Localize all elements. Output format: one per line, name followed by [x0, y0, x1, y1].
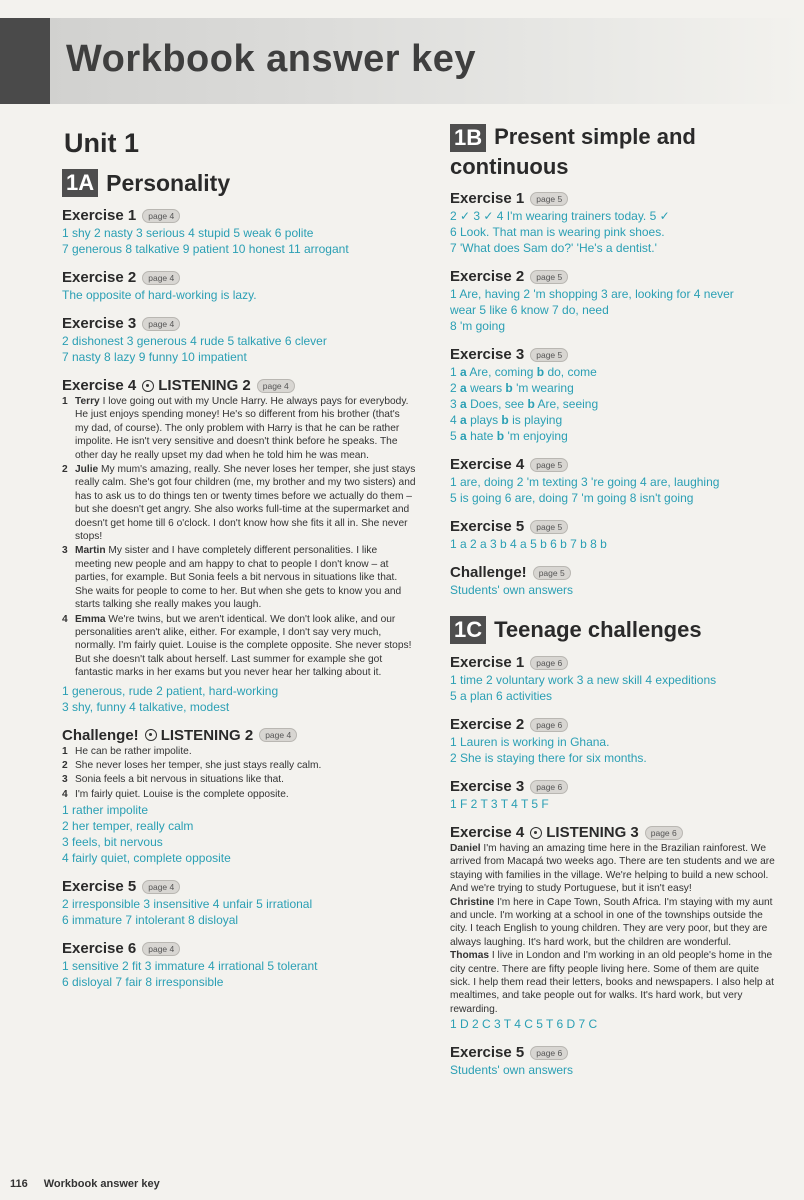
- exercise-title: Exercise 5: [450, 1044, 525, 1062]
- exercise-title: Exercise 1: [450, 654, 525, 671]
- transcript-paragraph: Daniel I'm having an amazing time here in the Brazilian rainforest. We arrived from Macapá two weeks ago. There are ten students and we are staying with families in the village. We're helping to build a new school. And we're trying to study Portuguese, but it isn't easy!: [450, 843, 775, 895]
- answer-line: 8 'm going: [450, 319, 505, 333]
- exercise-1a-6: [62, 940, 416, 990]
- page-badge: page 6: [530, 780, 568, 794]
- section-1a: [62, 169, 416, 197]
- exercise-1b-2: [450, 268, 782, 334]
- transcript-paragraph: Thomas I live in London and I'm working in an old people's home in the city centre. There are fifty people living here. Some of them are quite sick. I help them read their letters, books and newspapers. I also help at mealtimes, and take people out for walks. It's hard work, but very rewarding.: [450, 950, 774, 1015]
- answer-line: 6 disloyal 7 fair 8 irresponsible: [62, 975, 224, 990]
- exercise-title: Exercise 2: [450, 268, 525, 285]
- answer-line: 1 D 2 C 3 T 4 C 5 T 6 D 7 C: [450, 1017, 598, 1032]
- answer-line: The opposite of hard-working is lazy.: [62, 288, 257, 302]
- listening-label: LISTENING 2: [160, 726, 254, 744]
- answer-line: 7 'What does Sam do?' 'He's a dentist.': [450, 241, 657, 255]
- page-badge: page 6: [530, 656, 568, 670]
- exercise-title: Exercise 2: [62, 269, 137, 286]
- answer-row: 2 a wears b 'm wearing: [450, 381, 574, 395]
- page-badge: page 5: [530, 270, 568, 284]
- cd-icon: [145, 729, 157, 741]
- exercise-title: Exercise 4: [62, 377, 137, 394]
- exercise-title: Exercise 1: [450, 190, 525, 207]
- cd-icon: [142, 380, 154, 392]
- page-badge: page 4: [142, 942, 180, 956]
- answer-line: 1 sensitive 2 fit 3 immature 4 irrational 5 tolerant: [62, 959, 318, 974]
- answer-line: 1 time 2 voluntary work 3 a new skill 4 expeditions: [450, 673, 717, 687]
- answer-line: 5 is going 6 are, doing 7 'm going 8 isn't going: [450, 491, 694, 505]
- quote-item: 4 I'm fairly quiet. Louise is the complete opposite.: [62, 788, 289, 800]
- exercise-title: Exercise 1: [62, 207, 137, 224]
- answer-line: Students' own answers: [450, 583, 574, 597]
- exercise-1a-4: [62, 377, 416, 715]
- exercise-1b-4: [450, 456, 782, 506]
- answer-line: 1 shy 2 nasty 3 serious 4 stupid 5 weak 6 polite: [62, 226, 314, 240]
- answer-line: 2 She is staying there for six months.: [450, 751, 647, 765]
- exercise-title: Exercise 3: [62, 315, 137, 332]
- section-tag: 1B: [450, 124, 486, 152]
- exercise-1a-5: [62, 878, 416, 928]
- answer-line: wear 5 like 6 know 7 do, need: [450, 303, 609, 317]
- page-badge: page 4: [259, 728, 297, 742]
- exercise-1b-3: [450, 346, 782, 444]
- quote-item: 1 He can be rather impolite.: [62, 745, 192, 757]
- page-footer: [10, 1178, 176, 1190]
- answer-row: 3 a Does, see b Are, seeing: [450, 397, 599, 411]
- unit-title: Unit 1: [64, 128, 140, 158]
- page-badge: page 4: [142, 271, 180, 285]
- answer-line: 2 irresponsible 3 insensitive 4 unfair 5 irrational: [62, 897, 313, 912]
- header-block: [0, 18, 50, 104]
- exercise-title: Exercise 6: [62, 940, 137, 958]
- exercise-title: Challenge!: [450, 564, 527, 581]
- quote-item: 2 She never loses her temper, she just stays really calm.: [62, 759, 322, 771]
- page-badge: page 6: [645, 826, 683, 840]
- quote-item: 3 Sonia feels a bit nervous in situations like that.: [62, 774, 284, 786]
- page-badge: page 6: [530, 718, 568, 732]
- page-badge: page 6: [530, 1046, 568, 1060]
- transcript-paragraph: 3 Martin My sister and I have completely different personalities. I like meeting new people and am happy to chat to people I don't know – at parties, for example. But Sonia feels a bit nervous in situations like that. She waits for people to come to her. But when she gets to know you and starts talking she really makes you laugh.: [62, 545, 402, 611]
- answer-row: 1 a Are, coming b do, come: [450, 365, 597, 379]
- answer-line: Students' own answers: [450, 1063, 574, 1078]
- answer-item: 3 feels, bit nervous: [62, 835, 163, 850]
- exercise-1b-5: [450, 518, 782, 552]
- answer-line: 2 ✓ 3 ✓ 4 I'm wearing trainers today. 5 ✓: [450, 209, 670, 223]
- cd-icon: [530, 827, 542, 839]
- page-badge: page 5: [530, 520, 568, 534]
- challenge-1a: [62, 727, 416, 867]
- page-number: 116: [10, 1178, 28, 1190]
- section-tag: 1C: [450, 616, 486, 644]
- answer-line: 1 are, doing 2 'm texting 3 're going 4 are, laughing: [450, 475, 720, 489]
- exercise-title: Challenge!: [62, 726, 139, 744]
- transcript: [450, 842, 782, 1016]
- exercise-title: Exercise 3: [450, 346, 525, 363]
- exercise-title: Exercise 4: [450, 456, 525, 473]
- right-column: [442, 120, 782, 1090]
- page-badge: page 5: [530, 458, 568, 472]
- answer-line: 1 Lauren is working in Ghana.: [450, 735, 610, 749]
- exercise-title: Exercise 5: [62, 878, 137, 896]
- section-tag: 1A: [62, 169, 98, 197]
- page-badge: page 5: [533, 566, 571, 580]
- answer-line: 7 generous 8 talkative 9 patient 10 honest 11 arrogant: [62, 242, 349, 256]
- listening-label: LISTENING 2: [158, 377, 251, 394]
- exercise-1c-1: [450, 654, 782, 704]
- section-1b: [450, 124, 782, 152]
- exercise-1c-5: [450, 1044, 782, 1078]
- answer-line: 6 immature 7 intolerant 8 disloyal: [62, 913, 239, 928]
- section-1c: [450, 616, 782, 644]
- exercise-1a-2: [62, 269, 416, 303]
- exercise-1b-1: [450, 190, 782, 256]
- answer-line: 1 generous, rude 2 patient, hard-working: [62, 683, 279, 698]
- page-badge: page 4: [142, 209, 180, 223]
- answer-line: 7 nasty 8 lazy 9 funny 10 impatient: [62, 350, 247, 364]
- transcript-paragraph: Christine I'm here in Cape Town, South Africa. I'm staying with my aunt and uncle. I'm working at a school in one of the townships outside the city. I teach English to young children. They are very poor, but they are always laughing. It's hard work, but the children are wonderful.: [450, 896, 773, 948]
- exercise-title: Exercise 5: [450, 518, 525, 535]
- answer-item: 1 rather impolite: [62, 803, 149, 818]
- page-badge: page 4: [142, 880, 180, 894]
- answer-line: 1 a 2 a 3 b 4 a 5 b 6 b 7 b 8 b: [450, 537, 607, 551]
- answer-line: 6 Look. That man is wearing pink shoes.: [450, 225, 665, 239]
- answer-line: 1 Are, having 2 'm shopping 3 are, looking for 4 never: [450, 287, 734, 301]
- exercise-1a-3: [62, 315, 416, 365]
- transcript-paragraph: 1 Terry I love going out with my Uncle Harry. He always pays for everybody. He just enjoys spending money! He's so different from his brother (that's my dad, of course). The only problem with Harry is that he can be rather impolite. He isn't very sensitive and doesn't think before he speaks. The other day he really upset my dad when he told him he was mean.: [62, 396, 409, 461]
- page-badge: page 4: [142, 317, 180, 331]
- answer-item: 2 her temper, really calm: [62, 819, 194, 834]
- left-column: [54, 120, 416, 1002]
- transcript-paragraph: 2 Julie My mum's amazing, really. She never loses her temper, she just stays really calm. She's got four children (me, my brother and my two sisters) and has to ask us to do things ten or twenty times before we actually do them – but she doesn't get angry. She also works full-time at the supermarket and doesn't get home till 6 o'clock. I don't know how she fits it all in. She never stops!: [62, 464, 416, 543]
- exercise-1c-2: [450, 716, 782, 766]
- answer-line: 2 dishonest 3 generous 4 rude 5 talkative 6 clever: [62, 334, 327, 348]
- section-title-line-2: continuous: [450, 154, 569, 179]
- answer-line: 1 F 2 T 3 T 4 T 5 F: [450, 797, 549, 811]
- header-banner: [0, 18, 804, 104]
- section-title: Present simple and: [494, 124, 696, 149]
- section-title: Teenage challenges: [494, 617, 702, 642]
- page-title: Workbook answer key: [66, 38, 477, 80]
- exercise-title: Exercise 3: [450, 778, 525, 795]
- answer-row: 5 a hate b 'm enjoying: [450, 429, 568, 443]
- page-badge: page 5: [530, 192, 568, 206]
- footer-label: Workbook answer key: [43, 1178, 160, 1190]
- transcript: [62, 395, 416, 680]
- page-badge: page 4: [257, 379, 295, 393]
- exercise-title: Exercise 2: [450, 716, 525, 733]
- answer-line: 3 shy, funny 4 talkative, modest: [62, 699, 230, 714]
- section-title: Personality: [106, 170, 231, 196]
- challenge-1b: [450, 564, 782, 598]
- listening-label: LISTENING 3: [546, 824, 639, 841]
- quote-list: [62, 745, 416, 802]
- exercise-title: Exercise 4: [450, 824, 525, 841]
- transcript-paragraph: 4 Emma We're twins, but we aren't identical. We don't look alike, and our personalities aren't alike, either. For example, I don't say very much, normally. I'm fairly quiet. Louise is the complete opposite. She never stops! But she doesn't talk about herself. Last summer for example she got fantastic marks in her exams but you never hear her talking about it.: [62, 613, 412, 679]
- exercise-1c-3: [450, 778, 782, 812]
- page-badge: page 5: [530, 348, 568, 362]
- answer-line: 5 a plan 6 activities: [450, 689, 553, 703]
- answer-item: 4 fairly quiet, complete opposite: [62, 851, 231, 866]
- exercise-1a-1: [62, 207, 416, 257]
- answer-row: 4 a plays b is playing: [450, 413, 563, 427]
- exercise-1c-4: [450, 824, 782, 1032]
